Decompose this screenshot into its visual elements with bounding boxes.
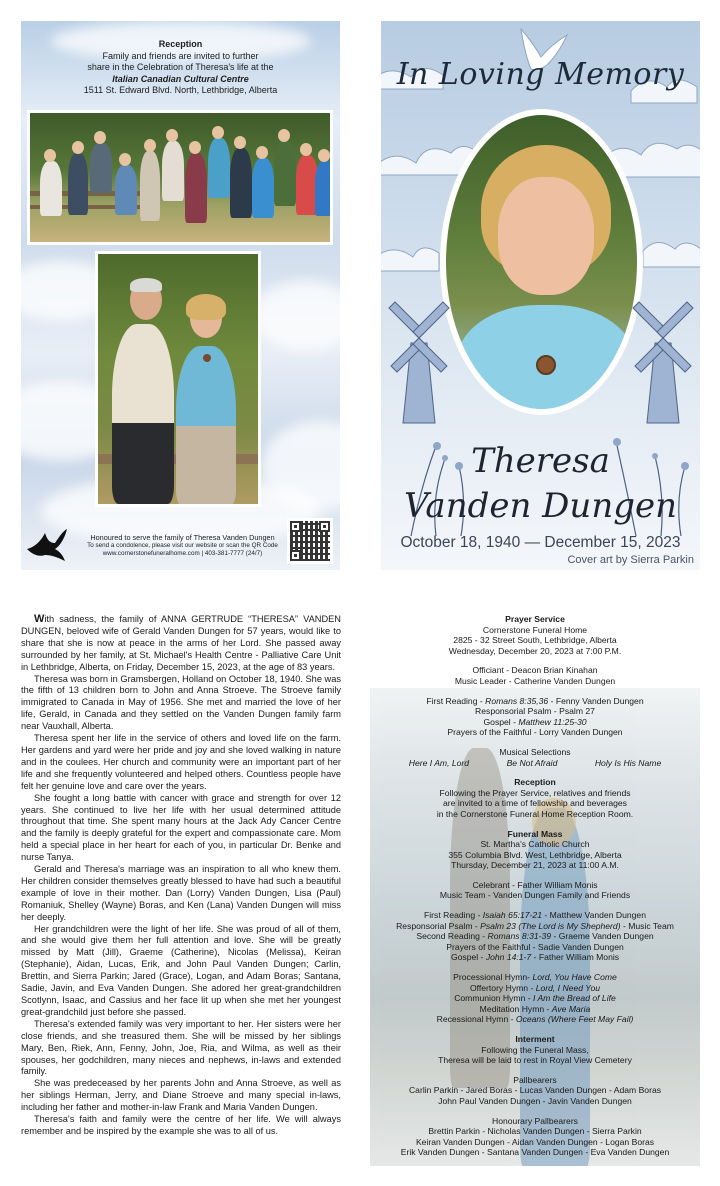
reception-notice [21,39,340,97]
obituary-dropcap: W [34,614,45,625]
service-program [370,614,700,1158]
service-program-panel [370,614,700,1166]
life-dates: October 18, 1940 — December 15, 2023 [400,534,681,551]
reception-panel [21,21,340,570]
dove-logo-icon [25,525,69,563]
pallbearers-line: Carlin Parkin - Jared Boras - Lucas Vanden Dungen - Adam Boras [408,1085,662,1096]
meditation-hymn: Meditation Hymn - Ave Maria [479,1003,591,1014]
pallbearers-heading: Pallbearers [513,1074,557,1085]
honourary-line: Brettin Parkin - Nicholas Vanden Dungen - Sierra Parkin [428,1126,642,1137]
reception-venue: Italian Canadian Cultural Centre [112,73,249,84]
obituary-paragraph: Theresa's extended family was very important to her. Her sisters were her close friends, and she treasured them. She will be missed by her siblings Mary, Ben, Riek, Ann, Fenny, John, Joe, Ria, and Wilma, as well as their spouses, her godchildren, many nieces and nephews, in-laws and extended family. [21,1018,341,1077]
obituary-paragraph: Theresa was born in Gramsbergen, Holland on October 18, 1940. She was the fifth of 13 children born to John and Anna Stroeve. The Stroeve family immigrated to Canada in May of 1956. She met and married the love of her life, Gerald, in Canada and they settled on the Vanden Dungen family farm near Vauxhall, Alberta. [21,673,341,732]
prayer-gospel: Gospel - Matthew 11:25-30 [483,716,587,727]
cover-art-credit: Cover art by Sierra Parkin [567,554,694,566]
family-group-photo [27,110,333,245]
obituary-paragraph: She was predeceased by her parents John and Anna Stroeve, as well as her siblings Herman, Jerry, and Diane Stroeve and many special in-laws, including her father and mother-in-law Frank and Maria Vanden Dungen. [21,1078,341,1113]
honourary-line: Erik Vanden Dungen - Santana Vanden Dungen - Eva Vanden Dungen [400,1147,670,1158]
recessional-hymn: Recessional Hymn - Oceans (Where Feet May Fail) [436,1014,634,1025]
interment-heading: Interment [515,1034,555,1044]
offertory-hymn: Offertory Hymn - Lord, I Need You [469,982,601,993]
mass-church: St. Martha's Catholic Church [480,839,590,850]
couple-photo [95,251,261,507]
funeral-home-footer [75,534,290,558]
prayer-address: 2825 - 32 Street South, Lethbridge, Alberta [453,635,617,646]
cover-title: In Loving Memory [396,57,685,92]
honourary-pallbearers-heading: Honourary Pallbearers [492,1115,578,1126]
deceased-last-name: Vanden Dungen [403,486,678,526]
prayer-faithful: Prayers of the Faithful - Lorry Vanden Dungen [447,727,623,738]
honourary-line: Keiran Vanden Dungen - Aidan Vanden Dungen - Logan Boras [415,1136,655,1147]
prayer-officiant: Officiant - Deacon Brian Kinahan [472,665,598,676]
obituary-paragraph: With sadness, the family of ANNA GERTRUDE “THERESA” VANDEN DUNGEN, beloved wife of Gerald Vanden Dungen for 57 years, would like to share that she is now at peace in the arms of her Lord. She passed away surrounded by her family, at St. Michael's Health Centre - Palliative Care Unit in Lethbridge, Alberta, on Friday, December 15, 2023, at the age of 83 years. [21,614,341,672]
interment-line: Following the Funeral Mass, [481,1044,589,1055]
obituary-panel [21,614,341,1174]
reception-line: in the Cornerstone Funeral Home Reception Room. [436,808,634,819]
prayer-psalm: Responsorial Psalm - Psalm 27 [475,706,595,717]
interment-line: Theresa will be laid to rest in Royal View Cemetery [438,1055,632,1066]
portrait-photo [440,109,643,415]
musical-selections-heading: Musical Selections [499,746,571,757]
footer-website-line[interactable]: www.cornerstonefuneralhome.com | 403-381-7777 (24/7) [102,550,263,557]
qr-code[interactable] [287,518,333,564]
prayer-place: Cornerstone Funeral Home [482,624,588,635]
reception-line-2: share in the Celebration of Theresa's life at the [87,62,274,72]
song-item: Be Not Afraid [506,757,558,768]
prayer-first-reading: First Reading - Romans 8:35,36 - Fenny Vanden Dungen [426,695,644,706]
reception-line: Following the Prayer Service, relatives and friends [439,787,631,798]
reception-title: Reception [158,39,203,49]
obituary-paragraph: She fought a long battle with cancer with grace and strength for over 12 years. She continued to live her life with her usual determined attitude throughout that time. She spent many hours at the Jack Ady Cancer Centre and the family is deeply grateful for the expert and compassionate care. Mom held a special place in her heart for each of you, in particular Dr. Benke and nurse Tanya. [21,792,341,863]
reception-line: are invited to a time of fellowship and beverages [443,798,627,809]
mass-faithful: Prayers of the Faithful - Sadie Vanden Dungen [446,941,624,952]
mass-music-team: Music Team - Vanden Dungen Family and Friends [439,890,631,901]
mass-second-reading: Second Reading - Romans 8:31-39 - Graeme Vanden Dungen [416,931,654,942]
pallbearers-line: John Paul Vanden Dungen - Javin Vanden Dungen [438,1095,632,1106]
deceased-first-name: Theresa [471,441,610,481]
prayer-time: Wednesday, December 20, 2023 at 7:00 P.M. [448,645,622,656]
obituary-paragraph: Theresa spent her life in the service of others and loved life on the farm. Her gardens and yard were her pride and joy and she loved walking in nature and in the coulees. Her church and community were an important part of her life and she frequently volunteered and helped others. Countless people have felt her genuine love and care over the years. [21,733,341,791]
obituary-text [21,614,341,1138]
footer-honoured-line: Honoured to serve the family of Theresa Vanden Dungen [90,533,275,542]
mass-address: 355 Columbia Blvd. West, Lethbridge, Alberta [448,849,622,860]
obituary-paragraph: Theresa's faith and family were the centre of her life. We will always remember and be inspired by the example she was to all of us. [21,1114,341,1136]
funeral-mass-heading: Funeral Mass [507,828,563,839]
mass-celebrant: Celebrant - Father William Monis [472,879,598,890]
prayer-music-leader: Music Leader - Catherine Vanden Dungen [454,675,616,686]
obituary-paragraph: Gerald and Theresa's marriage was an inspiration to all who knew them. Her children consider themselves greatly blessed to have had such a beautiful example of love in their mother. Dan (Lorry) Vanden Dungen, Lisa (Paul) Romaniuk, Shelley (Wayne) Boras, and Ken (Lana) Vanden Dungen will miss her deeply. [21,864,341,922]
footer-condolence-line: To send a condolence, please visit our website or scan the QR Code [87,542,278,549]
prayer-service-heading: Prayer Service [505,614,565,624]
cover-panel [381,21,700,570]
reception-heading: Reception [514,777,556,788]
processional-hymn: Processional Hymn- Lord, You Have Come [453,972,617,983]
song-item: Here I Am, Lord [408,757,470,768]
musical-selections-list [370,758,700,769]
mass-time: Thursday, December 21, 2023 at 11:00 A.M. [451,860,619,871]
reception-address: 1511 St. Edward Blvd. North, Lethbridge, Alberta [83,85,278,95]
song-item: Holy Is His Name [594,757,662,768]
obituary-paragraph: Her grandchildren were the light of her life. She was proud of all of them, and she would give them her full attention and love. She will be greatly missed by Matt (Jill), Graeme (Catherine), Nicolas (Melissa), Keiran (Stephanie), Aidan, Lucas, Erik, and John Paul Vanden Dungen; Carlin, Brettin, and Sierra Parkin; Jared (Grace), Logan, and Adam Boras; Santana, Sadie, Javin, and Eva Vanden Dungen. She adored her great-grandchildren Scotlynn, Isaac, and Cassius and her face lit up when she met her youngest great-grandchild just before she passed. [21,923,341,1017]
mass-gospel: Gospel - John 14:1-7 - Father William Monis [450,952,620,963]
reception-line-1: Family and friends are invited to further [102,50,259,61]
communion-hymn: Communion Hymn - I Am the Bread of Life [454,993,616,1004]
mass-psalm: Responsorial Psalm - Psalm 23 (The Lord is My Shepherd) - Music Team [396,920,674,931]
mass-first-reading: First Reading - Isaiah 65:17-21 - Matthew Vanden Dungen [424,910,646,921]
